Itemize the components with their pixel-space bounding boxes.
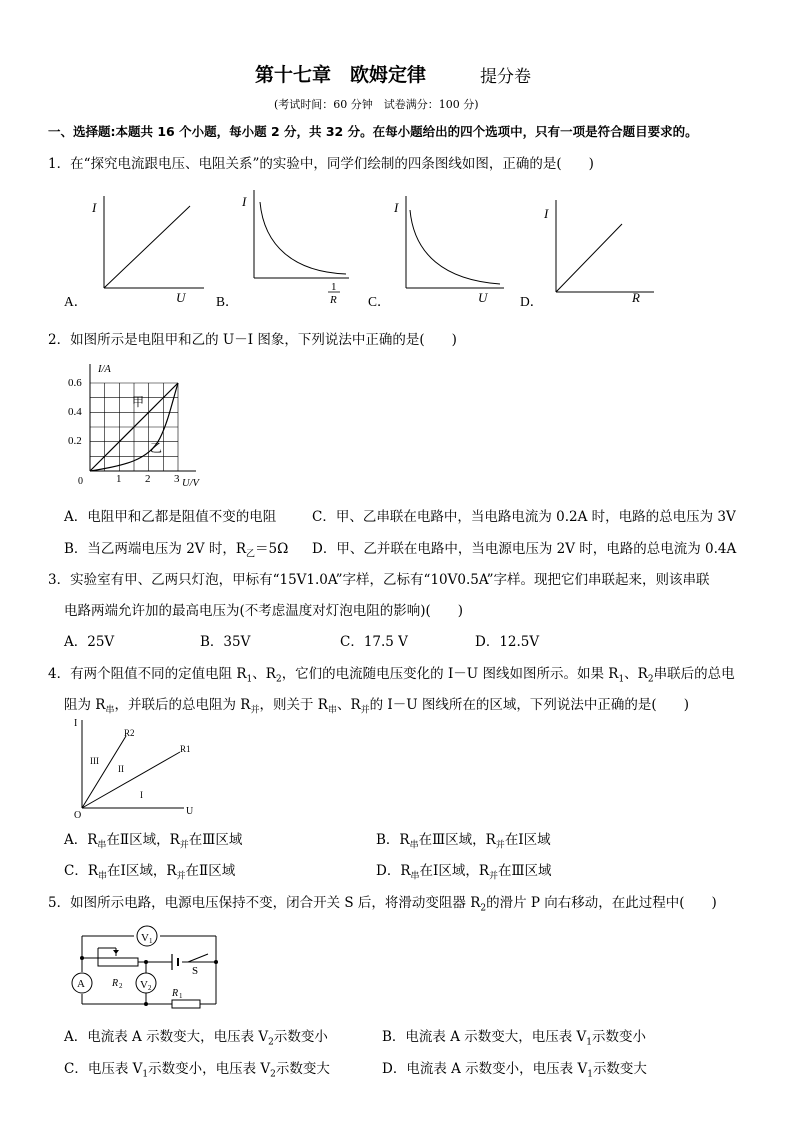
question-3-stem-2: 电路两端允许加的最高电压为(不考虑温度对灯泡电阻的影响)( ) (64, 603, 464, 619)
q5-option-c: C．电压表 $V_1$示数变小，电压表 $V_2$示数变大 (64, 1061, 330, 1080)
q1d-xlabel: R (632, 290, 640, 305)
question-2-chart (64, 358, 214, 490)
question-5-circuit (64, 918, 234, 1014)
svg-text:S: S (192, 965, 199, 977)
q4-region-3: III (90, 756, 99, 766)
q2-label-jia: 甲 (132, 395, 145, 409)
q4-region-1: I (140, 790, 143, 800)
question-1-graphs (64, 186, 664, 316)
svg-text:A: A (77, 978, 85, 990)
q1-graph-b (216, 190, 349, 309)
q2-xtick-1: 1 (116, 473, 122, 485)
q2-xlabel: U/V (182, 478, 199, 489)
q4-region-2: II (118, 764, 124, 774)
question-5-stem: 5．如图所示电路，电源电压保持不变，闭合开关 S 后，将滑动变阻器 $R_2$的滑片 P 向右移动，在此过程中( ) (48, 895, 717, 914)
q3-option-d: D．12.5V (475, 634, 540, 650)
question-4-chart (68, 714, 208, 820)
q2-ytick-04: 0.4 (68, 406, 82, 418)
q2-ytick-02: 0.2 (68, 435, 82, 447)
q4-option-c: C．$R_串$在Ⅰ区域，$R_并$在Ⅱ区域 (64, 863, 236, 882)
q1-option-c: C． (368, 294, 391, 309)
svg-text:2: 2 (148, 984, 152, 992)
q2-option-a: A．电阻甲和乙都是阻值不变的电阻 (64, 509, 277, 525)
q2-ytick-06: 0.6 (68, 377, 82, 389)
q4-option-d: D．$R_串$在Ⅰ区域，$R_并$在Ⅲ区域 (376, 863, 552, 882)
svg-text:1: 1 (179, 992, 183, 1000)
r1-resistor (172, 1000, 200, 1008)
q1b-ylabel: I (242, 194, 247, 209)
q5-option-b: B．电流表 A 示数变大，电压表 $V_1$示数变小 (382, 1029, 647, 1048)
page-title: 第十七章 欧姆定律 (255, 64, 427, 86)
section-heading: 一、选择题:本题共 16 个小题，每小题 2 分，共 32 分。在每小题给出的四个选项中，只有一项是符合题目要求的。 (48, 124, 698, 139)
page-subtitle: 提分卷 (480, 67, 531, 87)
q1-option-b: B． (216, 294, 239, 309)
q2-option-b: B．当乙两端电压为 2V 时，$R_乙=5\Omega$ (64, 541, 289, 560)
q1c-xlabel: U (478, 290, 488, 305)
svg-text:2: 2 (119, 982, 123, 990)
q4-label-r2: R2 (124, 728, 135, 738)
q4-origin: O (74, 810, 82, 820)
q1-option-d: D． (520, 294, 544, 309)
q4-chart-svg (68, 714, 208, 820)
q2-xtick-2: 2 (145, 473, 151, 485)
q4-ylabel: I (74, 718, 78, 729)
q1-graph-d (520, 200, 654, 309)
q2-ylabel: I/A (98, 364, 111, 375)
q2-option-d: D．甲、乙并联在电路中，当电源电压为 2V 时，电路的总电流为 0.4A (312, 541, 737, 557)
q2-option-c: C．甲、乙串联在电路中，当电路电流为 0.2A 时，电路的总电压为 3V (312, 509, 736, 525)
q1b-xlabel-den: R (330, 294, 337, 306)
question-4-stem-2: 阻为 $R_串$，并联后的总电阻为 $R_并$，则关于 $R_串$、$R_并$的 I－U 图线所在的区域，下列说法中正确的是( ) (64, 697, 689, 716)
svg-text:R: R (172, 988, 179, 999)
q1c-ylabel: I (394, 200, 399, 215)
svg-text:1: 1 (149, 937, 153, 945)
q5-circuit-svg (64, 918, 234, 1014)
q1-graph-a (64, 196, 204, 309)
question-2-stem: 2．如图所示是电阻甲和乙的 U－I 图象，下列说法中正确的是( ) (48, 332, 457, 348)
q1a-xlabel: U (176, 290, 186, 305)
svg-text:R: R (112, 978, 119, 989)
svg-text:V: V (140, 979, 148, 991)
q2-label-yi: 乙 (150, 441, 163, 455)
q5-option-a: A．电流表 A 示数变大，电压表 $V_2$示数变小 (64, 1029, 328, 1048)
q4-option-b: B．$R_串$在Ⅲ区域，$R_并$在Ⅰ区域 (376, 832, 551, 851)
svg-text:V: V (141, 932, 149, 944)
slider-p (113, 950, 119, 954)
q4-xlabel: U (186, 806, 194, 817)
q2-chart-svg (64, 358, 214, 490)
question-4-stem-1: 4．有两个阻值不同的定值电阻 $R_1$、$R_2$，它们的电流随电压变化的 I－U 图线如图所示。如果 $R_1$、$R_2$串联后的总电 (48, 666, 735, 685)
q1-graphs-svg (64, 186, 664, 316)
q4-option-a: A．$R_串$在Ⅱ区域，$R_并$在Ⅲ区域 (64, 832, 243, 851)
q5-option-d: D．电流表 A 示数变小，电压表 $V_1$示数变大 (382, 1061, 647, 1080)
q1-graph-c (368, 196, 504, 309)
q2-xtick-3: 3 (174, 473, 180, 485)
question-3-stem-1: 3．实验室有甲、乙两只灯泡，甲标有“15V1.0A”字样，乙标有“10V0.5A”字样。现把它们串联起来，则该串联 (48, 572, 710, 588)
q2-origin: 0 (78, 476, 83, 487)
question-1-stem: 1．在“探究电流跟电压、电阻关系”的实验中，同学们绘制的四条图线如图，正确的是( ) (48, 156, 594, 172)
q1b-xlabel-num: 1 (331, 281, 337, 293)
q3-option-a: A．25V (64, 634, 115, 650)
r2-resistor (98, 958, 138, 966)
q1d-ylabel: I (544, 206, 549, 221)
q1a-ylabel: I (92, 200, 97, 215)
q4-label-r1: R1 (180, 744, 191, 754)
q3-option-b: B．35V (200, 634, 251, 650)
q1-option-a: A． (64, 294, 88, 309)
exam-info: (考试时间：60 分钟 试卷满分：100 分) (274, 98, 479, 111)
q3-option-c: C．17.5 V (340, 634, 408, 650)
